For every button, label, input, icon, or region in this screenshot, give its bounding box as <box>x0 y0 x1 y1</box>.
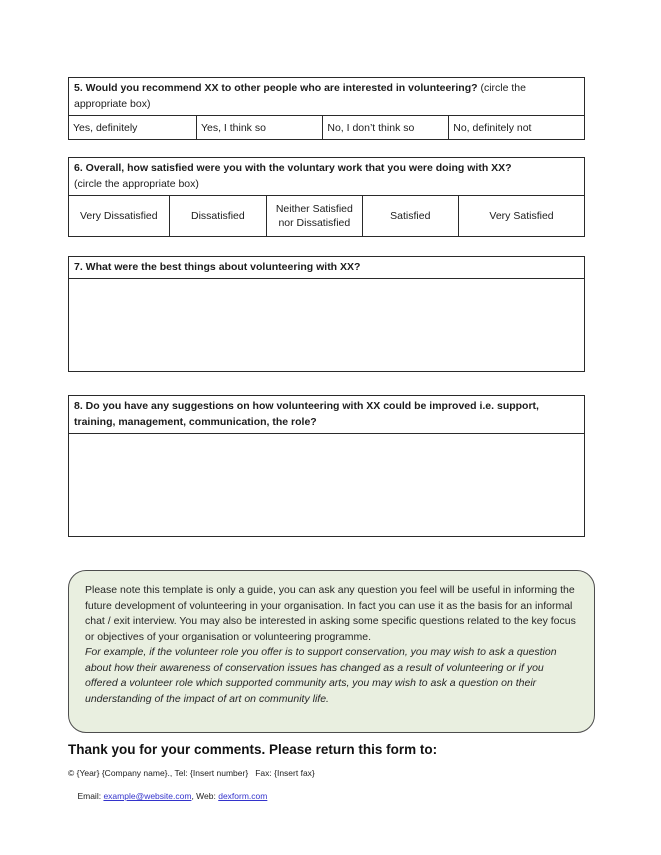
q6-option-satisfied[interactable]: Satisfied <box>362 196 458 237</box>
web-label: , Web: <box>191 791 219 801</box>
website-link[interactable]: dexform.com <box>218 791 268 801</box>
q5-option-yes-definitely[interactable]: Yes, definitely <box>69 116 197 140</box>
q6-option-dissatisfied[interactable]: Dissatisfied <box>169 196 267 237</box>
question7-answer-area[interactable] <box>69 279 585 372</box>
question8-answer-area[interactable] <box>69 434 585 537</box>
question6-title-bold: 6. Overall, how satisfied were you with the voluntary work that you were doing with XX? <box>74 162 512 174</box>
guidance-note-box <box>68 570 595 733</box>
copyright-line: © {Year} {Company name}., Tel: {Insert number} Fax: {Insert fax} <box>68 768 315 778</box>
question8-title <box>69 396 585 434</box>
email-link[interactable]: example@website.com <box>103 791 192 801</box>
question5-table <box>68 77 585 140</box>
question8-title-bold: 8. Do you have any suggestions on how volunteering with XX could be improved i.e. support, training, management, communication, the role? <box>74 400 539 428</box>
question7-table <box>68 256 585 372</box>
q6-option-very-dissatisfied[interactable]: Very Dissatisfied <box>69 196 170 237</box>
question6-table <box>68 157 585 237</box>
question6-title <box>69 158 585 196</box>
question5-title <box>69 78 585 116</box>
email-label: Email: <box>77 791 104 801</box>
question5-title-bold: 5. Would you recommend XX to other people who are interested in volunteering? <box>74 82 478 94</box>
question5-title-note: (circle the appropriate box) <box>74 82 526 110</box>
q6-option-very-satisfied[interactable]: Very Satisfied <box>459 196 585 237</box>
question7-title <box>69 257 585 279</box>
guidance-note-paragraph: Please note this template is only a guide, you can ask any question you feel will be useful in informing the future development of volunteering in your organisation. In fact you can use it as the basis for an informal chat / exit interview. You may also be interested in asking some specific questions related to the key focus or objectives of your organisation or volunteering programme. <box>85 584 576 643</box>
contact-line <box>68 781 608 811</box>
q6-option-neither[interactable]: Neither Satisfied nor Dissatisfied <box>267 196 362 237</box>
question8-table <box>68 395 585 537</box>
thank-you-heading: Thank you for your comments. Please return this form to: <box>68 742 438 757</box>
q5-option-yes-think-so[interactable]: Yes, I think so <box>196 116 322 140</box>
question7-title-bold: 7. What were the best things about volunteering with XX? <box>74 261 361 273</box>
q5-option-no-definitely-not[interactable]: No, definitely not <box>449 116 585 140</box>
guidance-note-example-paragraph: For example, if the volunteer role you offer is to support conservation, you may wish to ask a question about how their awareness of conservation issues has changed as a result of volunteering or if you offered a volunteer role which supported community arts, you may wish to ask a question on their understanding of the impact of art on community life. <box>85 646 557 705</box>
question6-title-note: (circle the appropriate box) <box>74 178 199 190</box>
q5-option-no-dont-think-so[interactable]: No, I don’t think so <box>323 116 449 140</box>
